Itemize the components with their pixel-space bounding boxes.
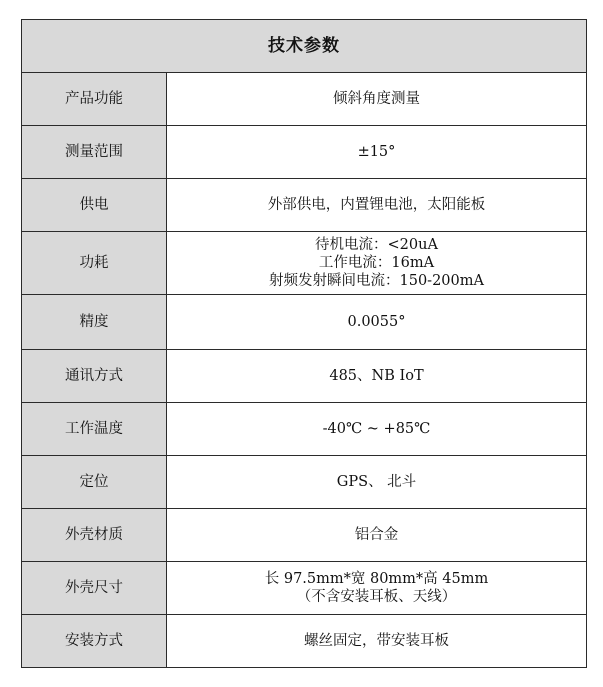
table-row <box>22 295 587 350</box>
value-line: -40℃ ~ +85℃ <box>322 421 431 437</box>
table-row <box>22 562 587 615</box>
value-line: 螺丝固定，带安装耳板 <box>304 633 449 649</box>
table-row <box>22 232 587 295</box>
value-line: 长 97.5mm*宽 80mm*高 45mm <box>264 571 489 587</box>
value-line: 485、NB IoT <box>329 368 424 384</box>
row-value <box>167 456 587 509</box>
row-value <box>167 562 587 615</box>
row-value <box>167 509 587 562</box>
table-row <box>22 456 587 509</box>
table-row <box>22 615 587 668</box>
table-title: 技术参数 <box>22 20 587 73</box>
value-line: 待机电流：<20uA <box>315 237 438 253</box>
row-value <box>167 179 587 232</box>
value-line: 工作电流：16mA <box>318 255 435 271</box>
value-line: 射频发射瞬间电流：150-200mA <box>269 273 484 289</box>
row-value <box>167 232 587 295</box>
row-label: 工作温度 <box>22 403 167 456</box>
spec-table <box>21 19 587 668</box>
value-line: （不含安装耳板、天线） <box>296 589 457 605</box>
value-line: 外部供电，内置锂电池，太阳能板 <box>267 197 486 213</box>
table-row <box>22 73 587 126</box>
row-label: 外壳尺寸 <box>22 562 167 615</box>
value-line: 铝合金 <box>354 527 399 543</box>
value-line: GPS、 北斗 <box>336 474 417 490</box>
row-label: 产品功能 <box>22 73 167 126</box>
row-value <box>167 350 587 403</box>
table-header-row <box>22 20 587 73</box>
row-value <box>167 403 587 456</box>
row-value <box>167 126 587 179</box>
row-label: 安装方式 <box>22 615 167 668</box>
row-label: 供电 <box>22 179 167 232</box>
row-label: 外壳材质 <box>22 509 167 562</box>
value-line: 倾斜角度测量 <box>333 91 420 107</box>
table-row <box>22 403 587 456</box>
row-value <box>167 73 587 126</box>
row-value <box>167 615 587 668</box>
table-row <box>22 126 587 179</box>
table-row <box>22 350 587 403</box>
row-label: 功耗 <box>22 232 167 295</box>
table-row <box>22 179 587 232</box>
row-label: 精度 <box>22 295 167 350</box>
table-row <box>22 509 587 562</box>
row-label: 通讯方式 <box>22 350 167 403</box>
row-label: 定位 <box>22 456 167 509</box>
value-line: ±15° <box>357 144 396 160</box>
value-line: 0.0055° <box>347 314 406 330</box>
row-value <box>167 295 587 350</box>
row-label: 测量范围 <box>22 126 167 179</box>
